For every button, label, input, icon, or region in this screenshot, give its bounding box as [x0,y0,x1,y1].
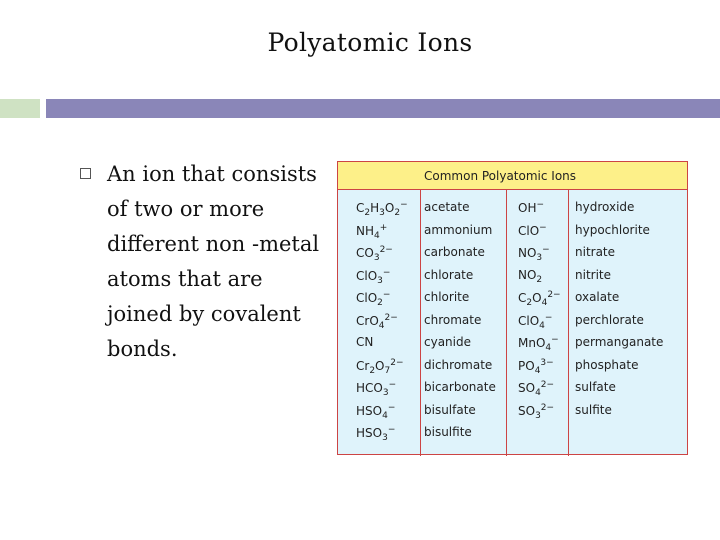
ion-formula: ClO− [518,222,547,238]
ion-formula: $C_2H_3O_2^-$ [356,200,408,218]
ion-name: cyanide [424,335,471,349]
ion-formula: CrO$_4^{2-}$ [356,312,398,331]
header-bar-accent [0,99,40,118]
ion-name: carbonate [424,245,485,259]
ion-name: nitrate [575,245,616,259]
ion-name: sulfite [575,402,612,417]
ion-formula: $CO_3^{2-}$ [356,245,393,263]
ion-formula: $Cr_2O_7^{2-}$ [356,357,404,376]
ion-formula: ClO$_2$− [356,290,391,308]
ion-formula: ClO$_4$− [518,312,553,331]
ion-name: perchlorate [575,312,644,327]
ion-formula: OH− [518,200,545,215]
ion-formula: $HSO_4^-$ [356,402,396,421]
polyatomic-ions-table [337,161,688,455]
ion-name: acetate [424,200,470,214]
ion-name: permanganate [575,335,664,349]
header-bar [46,99,720,118]
ion-name: bisulfate [424,402,476,417]
ion-formula: $NH_4^+$ [356,222,388,241]
ion-formula: $SO_4^{2-}$ [518,380,555,398]
table-divider [506,190,507,456]
ion-formula: $NO_2$ [518,267,543,285]
ion-name: nitrite [575,267,611,282]
slide-title: Polyatomic Ions [267,28,473,57]
table-header [338,162,687,190]
ion-name: sulfate [575,380,616,394]
ion-name: hydroxide [575,200,635,214]
ion-name: dichromate [424,357,493,372]
ion-name: bisulfite [424,425,472,439]
ion-formula: $C_2O_4^{2-}$ [518,290,561,308]
ion-name: oxalate [575,290,620,304]
table-divider [568,190,569,456]
ion-formula: ClO$_3$− [356,267,391,286]
ion-formula: CN [356,335,374,349]
table-divider [420,190,421,456]
ion-formula: $HCO_3^-$ [356,380,397,398]
ion-name: bicarbonate [424,380,496,394]
ion-name: chromate [424,312,482,327]
ion-name: phosphate [575,357,639,372]
ion-name: chlorite [424,290,470,304]
ion-formula: $HSO_3^-$ [356,425,396,443]
bullet-text: An ion that consists of two or more different non -metal atoms that are joined by covalent bonds. [107,162,320,361]
ion-name: ammonium [424,222,493,237]
ion-formula: MnO$_4$− [518,335,559,353]
table-header-label: Common Polyatomic Ions [424,169,577,183]
ion-formula: $PO_4^{3-}$ [518,357,554,376]
ion-formula: $SO_3^{2-}$ [518,402,555,421]
ion-name: hypochlorite [575,222,650,237]
bullet-marker [80,168,91,179]
ion-name: chlorate [424,267,474,282]
ion-formula: $NO_3^-$ [518,245,550,263]
